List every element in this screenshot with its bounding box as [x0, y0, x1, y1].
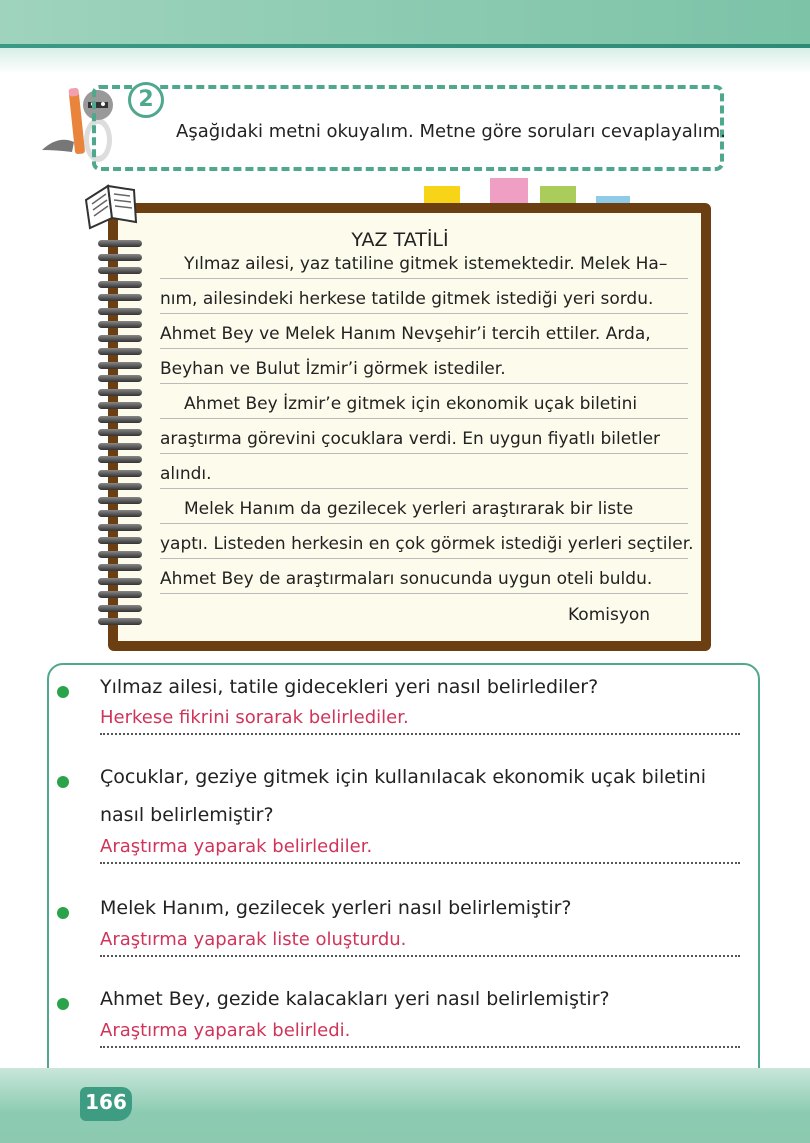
spiral-ring — [98, 429, 142, 436]
spiral-ring — [98, 348, 142, 355]
spiral-ring — [98, 564, 142, 571]
spiral-ring — [98, 335, 142, 342]
spiral-ring — [98, 321, 142, 328]
open-book-icon — [82, 182, 140, 232]
spiral-ring — [98, 375, 142, 382]
text-line: Ahmet Bey ve Melek Hanım Nevşehir’i tercih ettiler. Arda, — [160, 319, 688, 349]
text-author: Komisyon — [568, 605, 651, 625]
text-title: YAZ TATİLİ — [351, 229, 449, 251]
answer-field[interactable]: Araştırma yaparak belirledi. — [100, 1018, 740, 1048]
answer-field[interactable]: Araştırma yaparak liste oluşturdu. — [100, 927, 740, 957]
text-line: Yılmaz ailesi, yaz tatiline gitmek istemektedir. Melek Ha– — [160, 249, 688, 279]
spiral-ring — [98, 389, 142, 396]
page-number: 166 — [80, 1087, 132, 1121]
header-band — [0, 0, 810, 46]
text-line: Melek Hanım da gezilecek yerleri araştırarak bir liste — [160, 494, 688, 524]
spiral-ring — [98, 362, 142, 369]
spiral-ring — [98, 483, 142, 490]
spiral-ring — [98, 416, 142, 423]
question-bullet — [57, 907, 69, 919]
spiral-ring — [98, 524, 142, 531]
spiral-ring — [98, 294, 142, 301]
spiral-ring — [98, 254, 142, 261]
answer-field[interactable]: Araştırma yaparak belirlediler. — [100, 834, 740, 864]
spiral-ring — [98, 497, 142, 504]
spiral-ring — [98, 308, 142, 315]
activity-number: 2 — [128, 82, 164, 118]
spiral-ring — [98, 605, 142, 612]
question-bullet — [57, 686, 69, 698]
spiral-ring — [98, 281, 142, 288]
question-bullet — [57, 998, 69, 1010]
header-fade — [0, 48, 810, 74]
text-line: nım, ailesindeki herkese tatilde gitmek istediği yeri sordu. — [160, 284, 688, 314]
spiral-ring — [98, 402, 142, 409]
question-text: Melek Hanım, gezilecek yerleri nasıl belirlemiştir? — [100, 897, 572, 919]
question-text: Yılmaz ailesi, tatile gidecekleri yeri nasıl belirlediler? — [100, 676, 599, 698]
spiral-ring — [98, 578, 142, 585]
answer-field[interactable]: Herkese fikrini sorarak belirlediler. — [100, 705, 740, 735]
question-text: Çocuklar, geziye gitmek için kullanılacak ekonomik uçak biletini — [100, 766, 706, 788]
text-line: araştırma görevini çocuklara verdi. En uygun fiyatlı biletler — [160, 424, 688, 454]
question-text: nasıl belirlemiştir? — [100, 804, 274, 826]
spiral-ring — [98, 618, 142, 625]
text-line: Ahmet Bey de araştırmaları sonucunda uygun oteli buldu. — [160, 564, 688, 594]
spiral-ring — [98, 510, 142, 517]
spiral-ring — [98, 443, 142, 450]
text-line: Ahmet Bey İzmir’e gitmek için ekonomik uçak biletini — [160, 389, 688, 419]
text-line: alındı. — [160, 459, 688, 489]
instruction-box — [92, 85, 727, 171]
spiral-ring — [98, 537, 142, 544]
spiral-ring — [98, 456, 142, 463]
question-bullet — [57, 776, 69, 788]
spiral-ring — [98, 267, 142, 274]
instruction-text: Aşağıdaki metni okuyalım. Metne göre soruları cevaplayalım. — [176, 121, 727, 142]
spiral-ring — [98, 551, 142, 558]
spiral-ring — [98, 591, 142, 598]
text-line: yaptı. Listeden herkesin en çok görmek istediği yerleri seçtiler. — [160, 529, 688, 559]
question-text: Ahmet Bey, gezide kalacakları yeri nasıl belirlemiştir? — [100, 988, 610, 1010]
text-line: Beyhan ve Bulut İzmir’i görmek istediler. — [160, 354, 688, 384]
spiral-ring — [98, 470, 142, 477]
